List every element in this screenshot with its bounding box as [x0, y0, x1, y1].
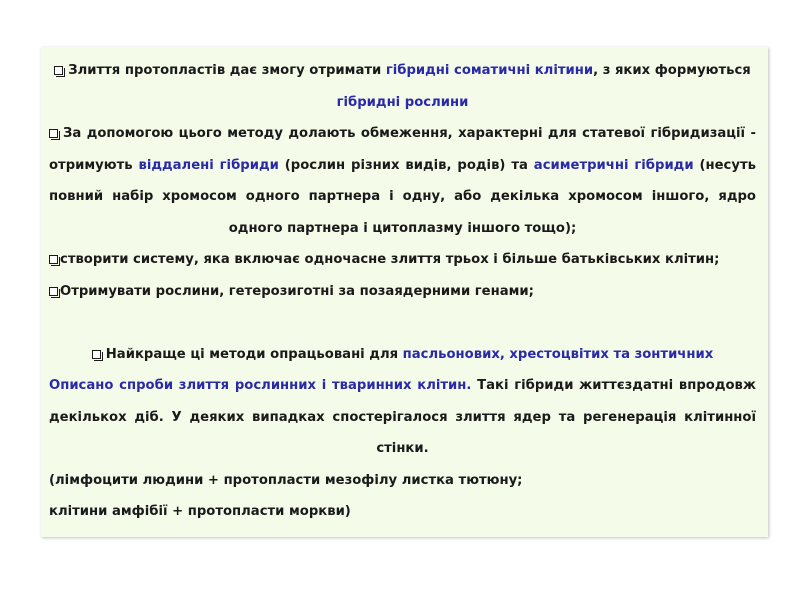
paragraph-method-limits: За допомогою цього методу долають обмеження, характерні для статевої гібридизації - отримують віддалені гібриди (рослин різних видів, родів) та асиметричні гібриди (несуть повний набір хромосом одного партнера і одну, або декілька хромосом іншого, ядро одного партнера і цитоплазму іншого тощо); [49, 126, 756, 236]
checkbox-bullet-icon [92, 350, 101, 359]
blank-line [49, 307, 756, 339]
checkbox-bullet-icon [49, 255, 58, 264]
paragraph-create-system: створити систему, яка включає одночасне злиття трьох і більше батьківських клітин; [49, 244, 756, 276]
paragraph-plant-animal-fusion: Описано спроби злиття рослинних і тваринних клітин. Такі гібриди життєздатні впродовж декількох діб. У деяких випадках спостерігалося злиття ядер та регенерація клітинної стінки. [49, 378, 756, 456]
checkbox-bullet-icon [49, 287, 58, 296]
checkbox-bullet-icon [54, 66, 63, 75]
paragraph-best-methods: Найкраще ці методи опрацьовані для пасльонових, хрестоцвітих та зонтичних [49, 339, 756, 371]
paragraph-heterozygous: Отримувати рослини, гетерозиготні за позаядерними генами; [49, 276, 756, 308]
content-panel [41, 47, 768, 537]
paragraph-lymphocytes: (лімфоцити людини + протопласти мезофілу листка тютюну; [49, 472, 523, 488]
paragraph-protoplast-fusion: Злиття протопластів дає змогу отримати гібридні соматичні клітини, з яких формуються гібридні рослини [49, 55, 756, 118]
paragraph-amphibian-cells: клітини амфібії + протопласти моркви) [49, 504, 351, 519]
checkbox-bullet-icon [49, 129, 58, 138]
